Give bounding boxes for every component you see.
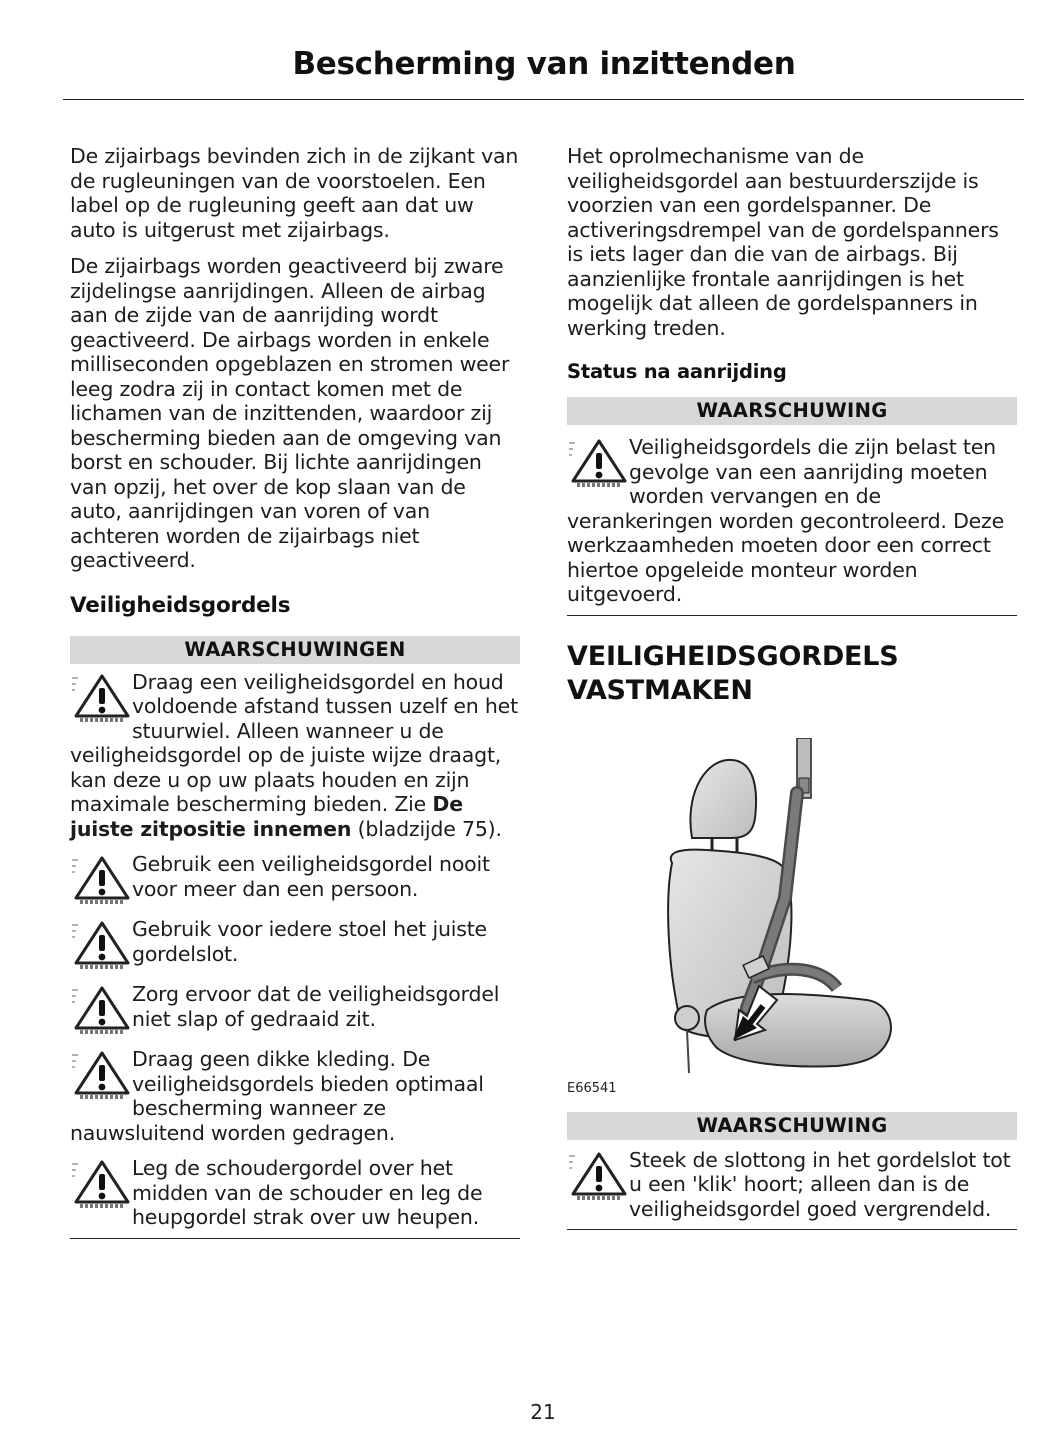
warning-text-main: Draag een veiligheidsgordel en houd voldoende afstand tussen uzelf en het stuurwiel. Alleen wanneer u de veiligheidsgordel op de juiste wijze draagt, kan deze u op uw plaats houden en zijn maximale bescherming bieden. Zie	[70, 669, 518, 816]
warning-text: Draag geen dikke kleding. De veiligheidsgordels bieden optimaal bescherming wanneer ze nauwsluitend worden gedragen.	[70, 1047, 484, 1145]
warning-triangle-icon	[70, 1158, 130, 1210]
warning-triangle-icon	[70, 1049, 130, 1101]
warnings-header: WAARSCHUWINGEN	[70, 636, 520, 664]
side-airbag-activation-paragraph: De zijairbags worden geactiveerd bij zware zijdelingse aanrijdingen. Alleen de airbag aan de zijde van de aanrijding wordt geactiveerd. De airbags worden in enkele milliseconden opgeblazen en stromen weer leeg zodra zij in contact komen met de lichamen van de inzittenden, waardoor zij bescherming bieden aan de omgeving van borst en schouder. Bij lichte aanrijdingen van opzij, het over de kop slaan van de auto, aanrijdingen van voren of van achteren worden de zijairbags niet geactiveerd.	[70, 254, 510, 572]
warning-header: WAARSCHUWING	[567, 1112, 1017, 1140]
warning-triangle-icon	[70, 854, 130, 906]
figure-id: E66541	[567, 1080, 617, 1096]
warning-item	[567, 1148, 1017, 1222]
warning-text: Steek de slottong in het gordelslot tot u een 'klik' hoort; alleen dan is de veiligheidsgordel goed vergrendeld.	[629, 1147, 1011, 1221]
fasten-seatbelts-heading	[567, 640, 1017, 708]
side-airbag-location-paragraph: De zijairbags bevinden zich in de zijkant van de rugleuningen van de voorstoelen. Een label op de rugleuning geeft aan dat uw auto is uitgerust met zijairbags.	[70, 144, 519, 242]
status-after-collision-heading: Status na aanrijding	[567, 360, 787, 383]
warning-text: Leg de schoudergordel over het midden van de schouder en leg de heupgordel strak over uw heupen.	[132, 1156, 483, 1229]
warning-item	[70, 982, 520, 1036]
heading-line-1: VEILIGHEIDSGORDELS	[567, 640, 899, 672]
warning-item	[70, 917, 520, 971]
cross-reference-link[interactable]: De juiste zitpositie innemen	[70, 792, 463, 841]
right-column	[567, 144, 1017, 1230]
warning-triangle-icon	[567, 1150, 627, 1202]
warning-text	[70, 670, 520, 842]
warning-text: Veiligheidsgordels die zijn belast ten gevolge van een aanrijding moeten worden vervangen en de verankeringen worden gecontroleerd. Deze werkzaamheden moeten door een correct hiertoe opgeleide monteur worden uitgevoerd.	[567, 435, 1005, 606]
title-divider	[63, 99, 1024, 100]
pretensioner-paragraph: Het oprolmechanisme van de veiligheidsgordel aan bestuurderszijde is voorzien van een gordelspanner. De activeringsdrempel van de gordelspanners is iets lager dan die van de airbags. Bij aanzienlijke frontale aanrijdingen is het mogelijk dat alleen de gordelspanners in werking treden.	[567, 144, 999, 340]
warning-item	[70, 670, 520, 842]
warning-triangle-icon	[70, 984, 130, 1036]
warnings-end-divider	[70, 1238, 520, 1239]
warning-text: Zorg ervoor dat de veiligheidsgordel niet slap of gedraaid zit.	[132, 982, 500, 1031]
warning-text-page-ref: (bladzijde 75).	[351, 816, 502, 841]
warning-item	[70, 852, 520, 906]
warning-item	[70, 1047, 520, 1145]
warning-header: WAARSCHUWING	[567, 397, 1017, 425]
section-heading-seatbelts: Veiligheidsgordels	[70, 592, 291, 618]
warning-triangle-icon	[70, 919, 130, 971]
left-column	[70, 144, 520, 1239]
warning-item	[567, 435, 1017, 607]
page-title: Bescherming van inzittenden	[292, 46, 796, 82]
seatbelt-illustration	[567, 738, 1017, 1098]
heading-line-2: VASTMAKEN	[567, 674, 753, 706]
warning-text: Gebruik voor iedere stoel het juiste gordelslot.	[132, 917, 487, 966]
warning-triangle-icon	[70, 672, 130, 724]
warning-text: Gebruik een veiligheidsgordel nooit voor meer dan een persoon.	[132, 852, 490, 901]
seat-with-seatbelt-drawing	[567, 738, 1017, 1083]
page-number: 21	[530, 1400, 556, 1424]
warning-end-divider	[567, 1229, 1017, 1230]
warning-end-divider	[567, 615, 1017, 616]
warning-item	[70, 1156, 520, 1230]
warning-triangle-icon	[567, 437, 627, 489]
